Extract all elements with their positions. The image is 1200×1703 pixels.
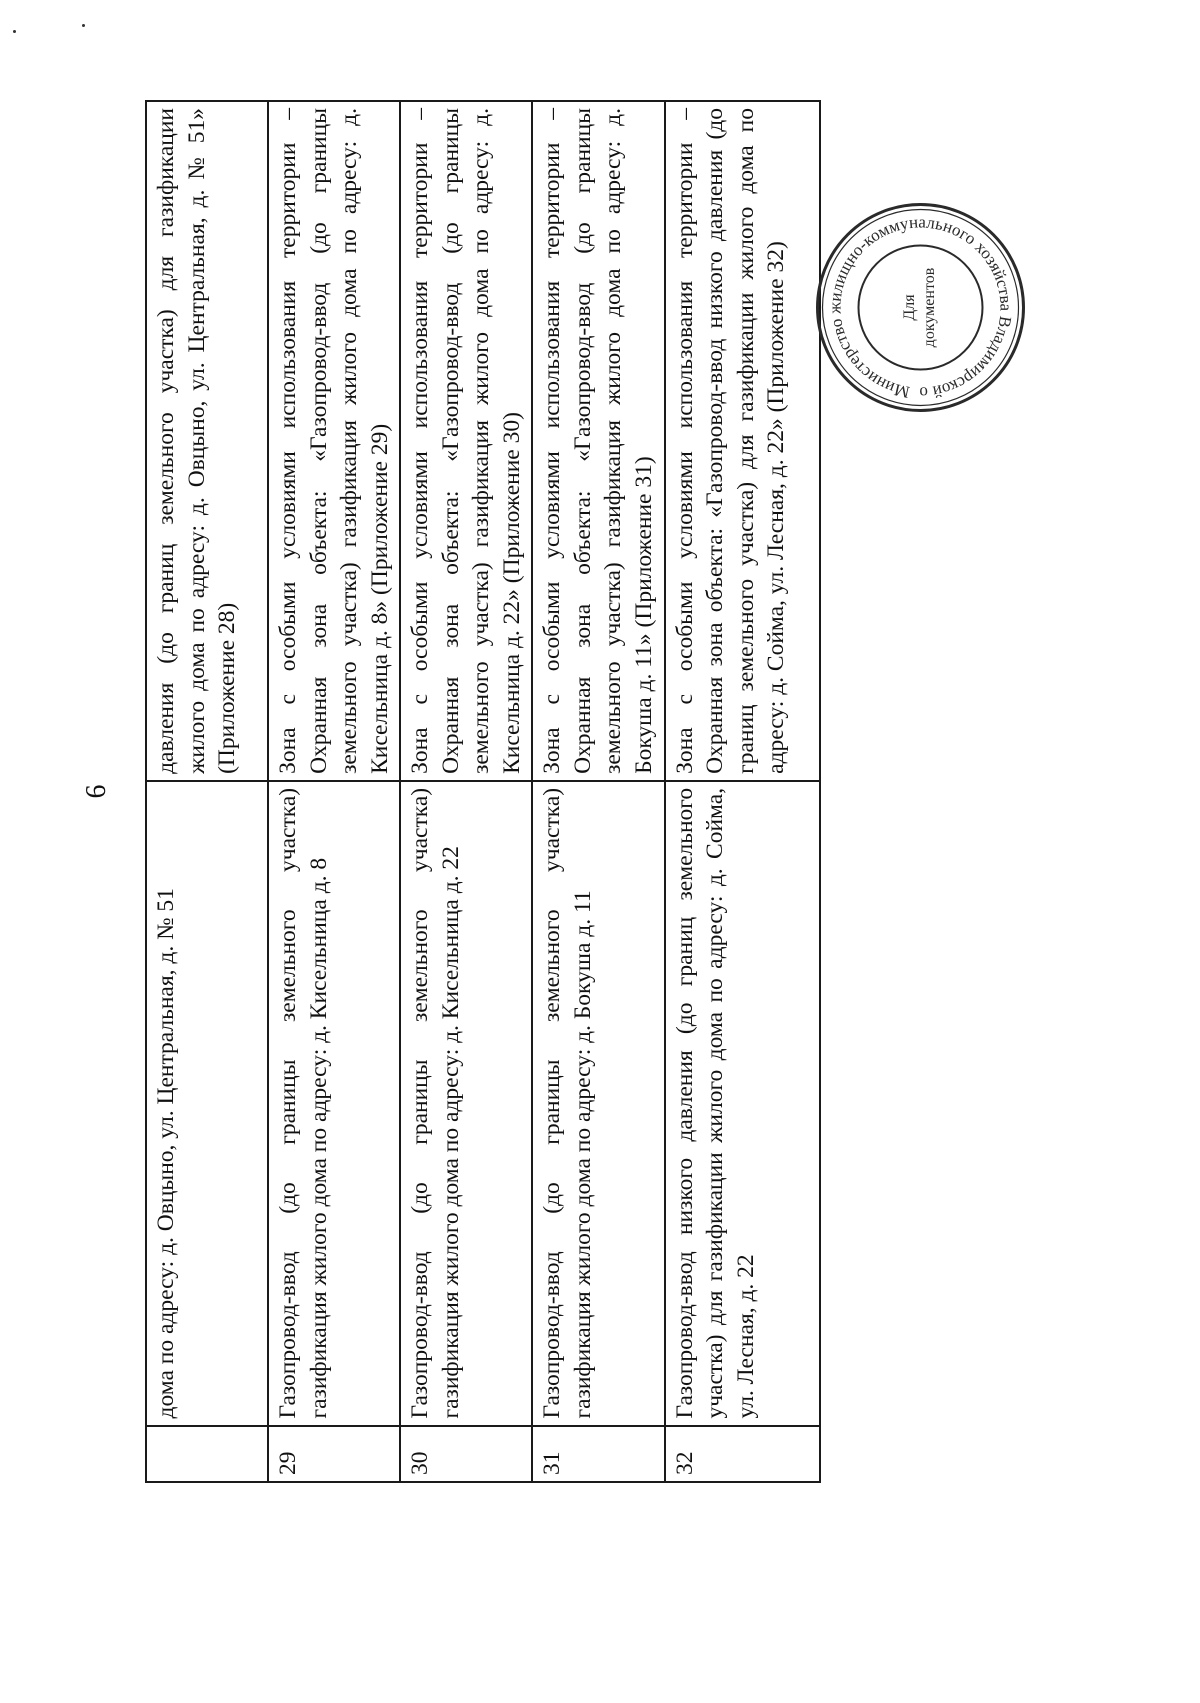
object-description: Газопровод-ввод (до границы земельного участка) газификация жилого дома по адресу: д. Бокуша д. 11 [532,781,664,1426]
object-description: Газопровод-ввод (до границы земельного участка) газификация жилого дома по адресу: д. Кисельница д. 8 [268,781,400,1426]
objects-table [145,100,821,1483]
table-row [268,101,400,1482]
object-description: дома по адресу: д. Овцыно, ул. Центральная, д. № 51 [146,781,268,1426]
row-number: 32 [665,1426,820,1482]
scan-speck [82,24,85,27]
table-row [532,101,664,1482]
zone-description: Зона с особыми условиями использования территории – Охранная зона объекта: «Газопровод-ввод (до границы земельного участка) газификация жилого дома по адресу: д. Бокуша д. 11» (Приложение 31) [532,101,664,781]
zone-description: давления (до границ земельного участка) для газификации жилого дома по адресу: д. Овцыно, ул. Центральная, д. № 51» (Приложение 28) [146,101,268,781]
stamp-ring-text: Министерство жилищно-коммунального хозяйства Владимирской о [825,212,1016,403]
row-number: 29 [268,1426,400,1482]
row-number [146,1426,268,1482]
table-row [665,101,820,1482]
zone-description: Зона с особыми условиями использования территории – Охранная зона объекта: «Газопровод-ввод низкого давления (до границ земельного участка) для газификации жилого дома по адресу: д. Сойма, ул. Лесная, д. 22» (Приложение 32) [665,101,820,781]
zone-description: Зона с особыми условиями использования территории – Охранная зона объекта: «Газопровод-ввод (до границы земельного участка) газификация жилого дома по адресу: д. Кисельница д. 22» (Приложение 30) [400,101,532,781]
stamp-center-line1: Для [901,294,918,321]
table-row [400,101,532,1482]
page-number: 6 [81,784,112,799]
stamp-seal-icon [813,200,1028,415]
official-stamp [813,200,1028,415]
row-number: 30 [400,1426,532,1482]
zone-description: Зона с особыми условиями использования территории – Охранная зона объекта: «Газопровод-ввод (до границы земельного участка) газификация жилого дома по адресу: д. Кисельница д. 8» (Приложение 29) [268,101,400,781]
object-description: Газопровод-ввод низкого давления (до границ земельного участка) для газификации жилого дома по адресу: д. Сойма, ул. Лесная, д. 22 [665,781,820,1426]
stamp-center-line2: документов [921,267,938,348]
object-description: Газопровод-ввод (до границы земельного участка) газификация жилого дома по адресу: д. Кисельница д. 22 [400,781,532,1426]
rotated-page [81,100,815,1483]
scan-speck [13,30,16,33]
table-row [146,101,268,1482]
row-number: 31 [532,1426,664,1482]
